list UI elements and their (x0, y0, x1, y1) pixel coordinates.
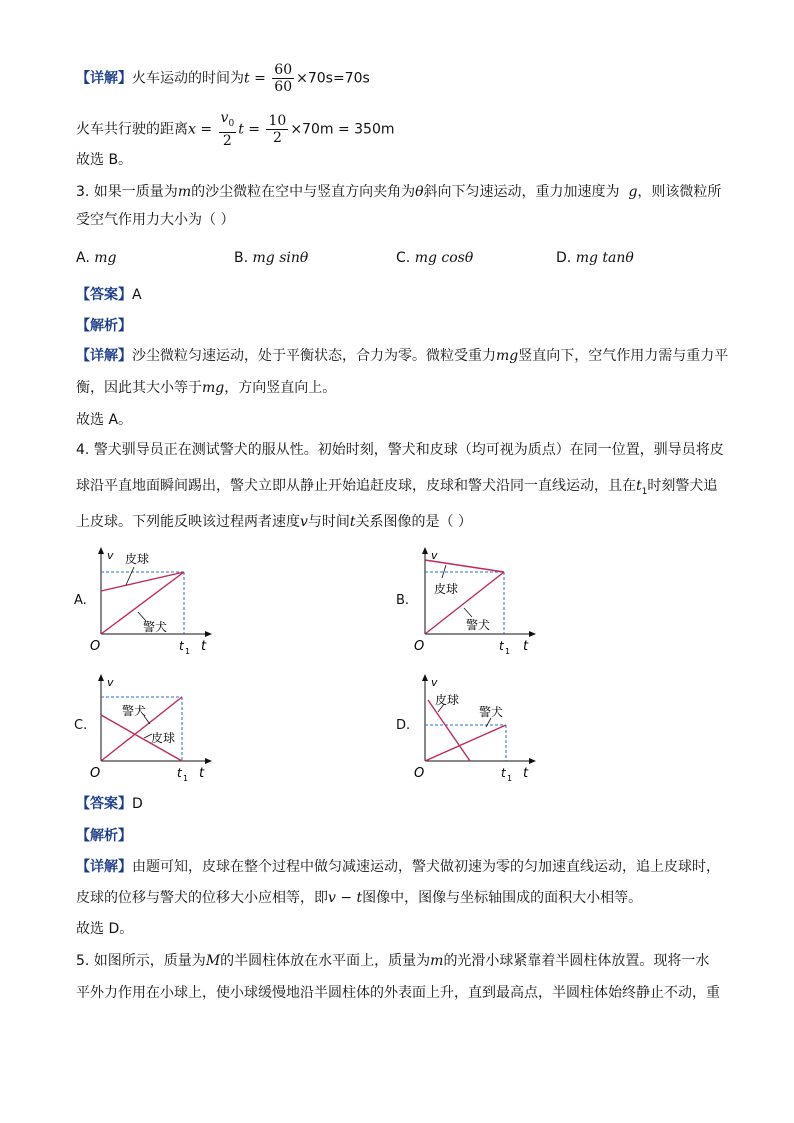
q3-line2: 受空气作用力大小为（ ） (76, 212, 235, 228)
m-var: m (177, 184, 192, 200)
t1-label: t (179, 639, 184, 653)
detail-text: ，方向竖直向上。 (224, 380, 337, 396)
q4-choose: 故选 D。 (76, 921, 134, 937)
option-expr: mg cosθ (414, 250, 474, 266)
origin-label: O (414, 639, 425, 654)
fraction-10 (266, 113, 288, 146)
choose-b: 故选 B。 (76, 152, 133, 168)
dog-leader (464, 608, 472, 617)
t1-label: t (177, 766, 182, 780)
t1-sub: 1 (505, 647, 511, 656)
v0-sub: 0 (228, 118, 235, 129)
p1-line (76, 62, 370, 95)
graph-d (412, 672, 542, 787)
q5-text: 5. 如图所示，质量为 (76, 953, 206, 969)
q3-detail2 (76, 378, 336, 398)
x-var: x (188, 121, 196, 138)
graph-a-label: A. (74, 593, 87, 608)
graph-c (88, 672, 218, 787)
option-c (396, 250, 473, 266)
option-expr: mg tanθ (575, 250, 634, 266)
q4-answer (76, 794, 143, 814)
mg-var: mg (202, 380, 225, 396)
analysis-tag: 【解析】 (76, 318, 132, 334)
v-arrow (422, 674, 428, 681)
q4-analysis (76, 826, 132, 846)
q4-detail2 (76, 888, 642, 908)
q4-line3 (76, 512, 472, 532)
mg-var: mg (496, 348, 519, 364)
t-arrow (529, 631, 536, 637)
v-arrow (422, 547, 428, 554)
option-label: A. (76, 250, 90, 266)
axis-v-label: v (431, 549, 438, 562)
t1-sub: 1 (185, 647, 191, 656)
frac-num: 60 (274, 62, 293, 78)
vt-expr: v − t (328, 890, 363, 906)
q4-text: 球沿平直地面瞬间踢出，警犬立即从静止开始追赶皮球，皮球和警犬沿同一直线运动，且在 (76, 478, 636, 494)
origin-label: O (414, 766, 425, 781)
q5-text: 的光滑小球紧靠着半圆柱体放置。现将一水 (443, 953, 710, 969)
t1-sub: 1 (183, 774, 189, 783)
graph-d-label: D. (396, 718, 411, 733)
v-arrow (98, 674, 104, 681)
q4-text: 上皮球。下列能反映该过程两者速度 (76, 514, 300, 530)
dog-leader (486, 718, 491, 727)
answer-value: A (132, 287, 142, 303)
option-a (76, 250, 116, 266)
detail-text: 竖直向下，空气作用力需与重力平 (518, 348, 729, 364)
p2-tail: ×70m = 350m (290, 121, 395, 138)
dog-label: 警犬 (466, 618, 491, 632)
q4-text: 时刻警犬追 (647, 478, 718, 494)
detail-tag: 【详解】 (76, 70, 132, 87)
graph-b (412, 545, 542, 660)
q3-text: 3. 如果一质量为 (76, 184, 178, 200)
fraction-v0 (219, 110, 237, 149)
axis-t-label: t (201, 639, 207, 654)
t-arrow (205, 758, 212, 764)
detail-tag: 【详解】 (76, 348, 132, 364)
q4-detail1 (76, 857, 720, 877)
eq: = (254, 70, 266, 87)
dog-label: 警犬 (143, 620, 168, 634)
detail-text: 衡，因此其大小等于 (76, 380, 202, 396)
option-b (234, 250, 308, 266)
p1-text: 火车运动的时间为 (132, 70, 244, 87)
p1-tail: ×70s=70s (296, 70, 370, 87)
option-label: D. (556, 250, 572, 266)
axis-t-label: t (523, 639, 529, 654)
m-var: m (430, 953, 444, 969)
frac-den: 2 (272, 129, 282, 146)
q5-text: 的半圆柱体放在水平面上，质量为 (220, 953, 431, 969)
option-expr: mg (94, 250, 117, 266)
ball-label: 皮球 (151, 731, 176, 745)
answer-tag: 【答案】 (76, 287, 132, 303)
q3-choose: 故选 A。 (76, 412, 133, 428)
frac-num (219, 110, 237, 133)
graph-b-label: B. (396, 593, 410, 608)
t-arrow (205, 631, 212, 637)
option-expr: mg sinθ (252, 250, 309, 266)
ball-label: 皮球 (434, 582, 459, 596)
t-arrow (529, 758, 536, 764)
q4-line1: 4. 警犬驯导员正在测试警犬的服从性。初始时刻，警犬和皮球（均可视为质点）在同一位置，驯导员将皮 (76, 442, 724, 458)
dog-label: 警犬 (479, 705, 504, 719)
q3-line1 (76, 182, 721, 202)
ball-label: 皮球 (435, 693, 460, 707)
option-d (556, 250, 634, 266)
g-var: g (628, 184, 638, 200)
q3-text: ，则该微粒所 (637, 184, 722, 200)
p2-text: 火车共行驶的距离 (76, 121, 188, 138)
frac-den: 2 (222, 132, 232, 149)
ball-line (428, 700, 470, 761)
dog-label: 警犬 (122, 704, 147, 718)
axis-v-label: v (107, 676, 114, 689)
t1-sub: 1 (641, 486, 648, 497)
t-var: t (244, 70, 250, 87)
q3-text: 的沙尘微粒在空中与竖直方向夹角为 (191, 184, 416, 200)
q5-line1 (76, 951, 709, 971)
answer-value: D (132, 796, 143, 812)
graph-a (88, 545, 218, 660)
detail-tag: 【详解】 (76, 859, 132, 875)
fraction (272, 62, 294, 95)
axis-t-label: t (199, 766, 205, 781)
p2-line: 火车共行驶的距离x = $\frac{v_0}{2}$ t = $\frac{10}{2}$ ×70m = 350m (76, 110, 395, 149)
q4-text: 关系图像的是（ ） (355, 514, 473, 530)
detail-text: 由题可知，皮球在整个过程中做匀减速运动，警犬做初速为零的匀加速直线运动，追上皮球时， (132, 859, 720, 875)
detail-text: 沙尘微粒匀速运动，处于平衡状态，合力为零。微粒受重力 (132, 348, 496, 364)
graph-c-label: C. (74, 718, 88, 733)
q3-answer (76, 285, 142, 305)
t-var: t (238, 121, 244, 138)
answer-tag: 【答案】 (76, 796, 132, 812)
option-label: C. (396, 250, 411, 266)
t1-var: t (636, 478, 642, 494)
detail-text: 皮球的位移与警犬的位移大小应相等，即 (76, 890, 328, 906)
t-var: t (349, 514, 356, 530)
origin-label: O (90, 766, 101, 781)
ball-label: 皮球 (125, 552, 150, 566)
q4-line2 (76, 476, 717, 502)
frac-num: 10 (268, 112, 287, 129)
analysis-tag: 【解析】 (76, 828, 132, 844)
origin-label: O (90, 639, 101, 654)
M-var: M (205, 953, 221, 969)
axis-t-label: t (523, 766, 529, 781)
t1-label: t (501, 766, 506, 780)
q3-analysis (76, 316, 132, 336)
t1-label: t (499, 639, 504, 653)
q4-text: 与时间 (307, 514, 350, 530)
option-label: B. (234, 250, 249, 266)
theta-var: θ (415, 184, 424, 200)
detail-text: 图像中，图像与坐标轴围成的面积大小相等。 (362, 890, 643, 906)
axis-v-label: v (107, 549, 114, 562)
v-var: v (300, 514, 308, 530)
frac-den: 60 (274, 79, 293, 95)
v0: v (220, 110, 229, 126)
ball-leader (126, 567, 134, 585)
q5-line2: 平外力作用在小球上，使小球缓慢地沿半圆柱体的外表面上升，直到最高点，半圆柱体始终静止不动，重 (76, 985, 720, 1001)
t1-sub: 1 (507, 774, 513, 783)
q3-detail1 (76, 346, 728, 366)
v-arrow (98, 547, 104, 554)
axis-v-label: v (431, 676, 438, 689)
q3-text: 斜向下匀速运动，重力加速度为 (423, 184, 620, 200)
